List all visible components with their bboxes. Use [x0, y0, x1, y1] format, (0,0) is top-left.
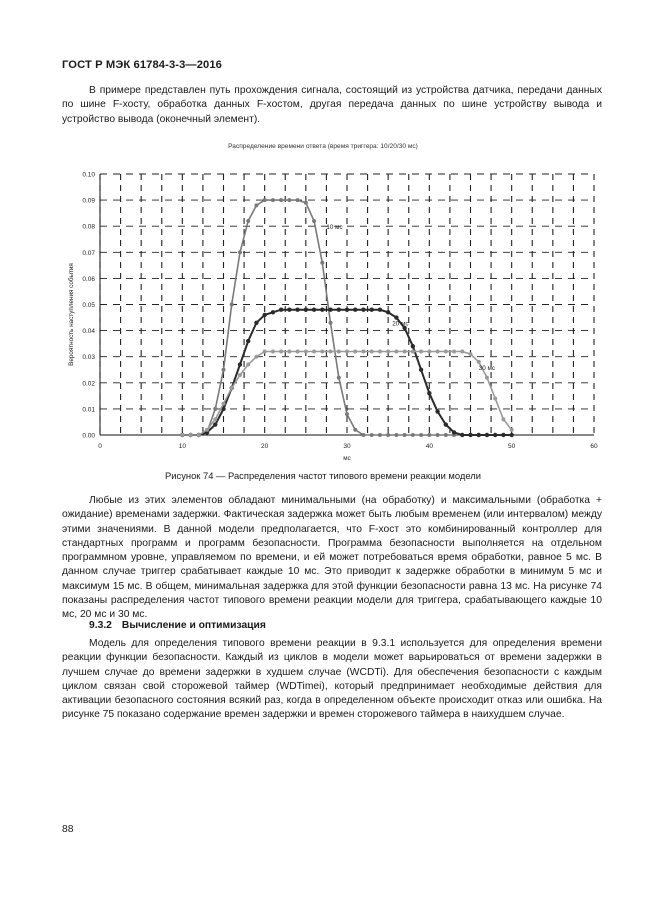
data-point — [411, 433, 415, 437]
data-point — [296, 349, 300, 353]
x-tick-label: 10 — [178, 443, 186, 450]
data-point — [386, 349, 390, 353]
data-point — [370, 308, 374, 312]
data-point — [263, 349, 267, 353]
series-label: 10 мс — [326, 223, 343, 231]
data-point — [238, 250, 242, 254]
data-point — [337, 376, 341, 380]
paragraph-delays-text: Любые из этих элементов обладают минимальными (на обработку) и максимальными (обработка + ожидание) временами задержки. Фактическая задержка может быть любым временем (или интервалом) между этими значениями. В данной модели предполагается, что F-хост это комбинированный контроллер для стандартных программ и программ безопасности. Программа безопасности выполняется на отдельном программном уровне, управляемом по времени, и ей может потребоваться время обработки, равное 5 мс. В данном случае триггер срабатывает каждые 10 мс. Это приводит к задержке обработки в минимум 5 мс и максимум 15 мс. В общем, минимальная задержка для этой функции безопасности равна 13 мс. На рисунке 74 показаны распределения частот типового времени реакции модели для триггера, срабатывающего каждые 10 мс, 20 мс и 30 мс. — [62, 495, 602, 621]
data-point — [403, 349, 407, 353]
data-point — [394, 433, 398, 437]
x-tick-label: 30 — [343, 443, 351, 450]
data-point — [345, 412, 349, 416]
data-point — [222, 402, 226, 406]
data-point — [427, 433, 431, 437]
series-label: 30 мс — [478, 364, 495, 372]
y-tick-label: 0.07 — [82, 249, 95, 257]
data-point — [435, 409, 439, 413]
data-point — [279, 198, 283, 202]
data-point — [246, 363, 250, 367]
data-point — [469, 352, 473, 356]
paragraph-intro — [62, 84, 602, 127]
x-tick-label: 40 — [425, 443, 433, 450]
data-point — [246, 219, 250, 223]
data-point — [361, 349, 365, 353]
data-point — [419, 349, 423, 353]
x-tick-label: 0 — [98, 443, 102, 450]
data-point — [287, 349, 291, 353]
data-point — [427, 391, 431, 395]
data-point — [427, 349, 431, 353]
chart-title: Распределение времени ответа (время триггера: 10/20/30 мс) — [228, 143, 418, 150]
series-label: 20 мс — [392, 320, 409, 328]
data-point — [509, 433, 513, 437]
data-point — [411, 349, 415, 353]
data-point — [468, 433, 472, 437]
data-point — [370, 349, 374, 353]
paragraph-delays — [62, 494, 602, 623]
data-point — [485, 376, 489, 380]
data-point — [378, 433, 382, 437]
data-point — [312, 349, 316, 353]
data-point — [403, 433, 407, 437]
x-axis-label: мс — [343, 455, 351, 462]
data-point — [238, 362, 242, 366]
data-point — [312, 308, 316, 312]
data-point — [254, 355, 258, 359]
paragraph-intro-text: В примере представлен путь прохождения сигнала, состоящий из устройства датчика, передачи данных по шине F-хосту, обработка данных F-хостом, другая передача данных по шине устройству вывода и устройство вывода (оконечный элемент). — [62, 85, 602, 125]
data-point — [444, 433, 448, 437]
data-point — [436, 349, 440, 353]
data-point — [328, 308, 332, 312]
paragraph-calculation — [62, 637, 602, 723]
data-point — [271, 349, 275, 353]
x-tick-label: 20 — [261, 443, 269, 450]
data-point — [419, 368, 423, 372]
data-point — [386, 433, 390, 437]
data-point — [279, 308, 283, 312]
data-point — [254, 321, 258, 325]
data-point — [213, 422, 217, 426]
data-point — [460, 349, 464, 353]
data-point — [254, 203, 258, 207]
data-point — [296, 198, 300, 202]
data-point — [361, 433, 365, 437]
data-point — [452, 349, 456, 353]
data-point — [345, 308, 349, 312]
y-tick-label: 0.09 — [82, 197, 95, 205]
y-tick-label: 0.03 — [82, 354, 95, 362]
data-point — [320, 261, 324, 265]
data-point — [222, 368, 226, 372]
y-axis-label: Вероятность наступления события — [68, 263, 75, 366]
paragraph-calculation-text: Модель для определения типового времени реакции в 9.3.1 используется для определения времени реакции функции безопасности. Каждый из циклов в модели может варьироваться от времени задержки в лучшем случае до времени задержки в худшем случае (WCDTi). Для обеспечения безопасности с каждым циклом связан свой сторожевой таймер (WDTimei), который предпринимает необходимые действия для активации безопасного состояния всякий раз, когда в определенном объекте происходит отказ или ошибка. На рисунке 75 показано содержание времен задержки и времен сторожевого таймера в наихудшем случае. — [62, 638, 602, 721]
y-tick-label: 0.06 — [82, 275, 95, 283]
y-tick-label: 0.04 — [82, 328, 95, 336]
data-point — [452, 430, 456, 434]
section-number: 9.3.2 — [89, 620, 112, 631]
data-point — [444, 422, 448, 426]
data-point — [460, 433, 464, 437]
data-point — [329, 321, 333, 325]
data-point — [295, 308, 299, 312]
data-point — [238, 373, 242, 377]
data-point — [345, 349, 349, 353]
data-point — [419, 433, 423, 437]
data-point — [304, 308, 308, 312]
figure-caption: Рисунок 74 — Распределения частот типового времени реакции модели — [165, 470, 481, 481]
data-point — [246, 339, 250, 343]
data-point — [394, 315, 398, 319]
data-point — [370, 433, 374, 437]
data-point — [320, 349, 324, 353]
data-point — [337, 349, 341, 353]
data-point — [477, 360, 481, 364]
y-tick-label: 0.05 — [82, 302, 95, 309]
data-point — [287, 198, 291, 202]
data-point — [501, 433, 505, 437]
section-heading — [89, 620, 266, 631]
data-point — [493, 433, 497, 437]
y-tick-label: 0.02 — [82, 380, 95, 388]
data-point — [444, 349, 448, 353]
page-number: 88 — [62, 824, 74, 835]
section-title: Вычисление и оптимизация — [121, 620, 266, 631]
data-point — [320, 308, 324, 312]
data-point — [312, 219, 316, 223]
y-tick-label: 0.08 — [82, 223, 95, 231]
data-point — [477, 433, 481, 437]
data-point — [205, 428, 209, 432]
data-point — [279, 349, 283, 353]
response-time-chart — [60, 160, 620, 465]
document-header: ГОСТ Р МЭК 61784-3-3—2016 — [62, 59, 223, 71]
data-point — [189, 433, 193, 437]
data-point — [501, 417, 505, 421]
data-point — [230, 386, 234, 390]
data-point — [510, 428, 514, 432]
data-point — [493, 396, 497, 400]
data-point — [378, 349, 382, 353]
data-point — [213, 407, 217, 411]
data-point — [386, 310, 390, 314]
data-point — [287, 308, 291, 312]
data-point — [353, 308, 357, 312]
data-point — [394, 349, 398, 353]
data-point — [230, 303, 234, 307]
data-point — [180, 433, 184, 437]
data-point — [213, 417, 217, 421]
data-point — [485, 433, 489, 437]
data-point — [197, 433, 201, 437]
data-point — [436, 433, 440, 437]
data-point — [271, 198, 275, 202]
data-point — [262, 313, 266, 317]
data-point — [263, 198, 267, 202]
data-point — [304, 201, 308, 205]
y-tick-label: 0.10 — [82, 171, 95, 179]
data-point — [411, 344, 415, 348]
y-tick-label: 0.00 — [82, 432, 95, 440]
data-point — [353, 428, 357, 432]
data-point — [304, 349, 308, 353]
data-point — [378, 308, 382, 312]
data-point — [361, 308, 365, 312]
data-point — [337, 308, 341, 312]
data-point — [271, 310, 275, 314]
x-tick-label: 60 — [590, 443, 598, 450]
y-tick-label: 0.01 — [82, 406, 95, 414]
data-point — [329, 349, 333, 353]
data-point — [353, 349, 357, 353]
x-tick-label: 50 — [508, 443, 516, 450]
